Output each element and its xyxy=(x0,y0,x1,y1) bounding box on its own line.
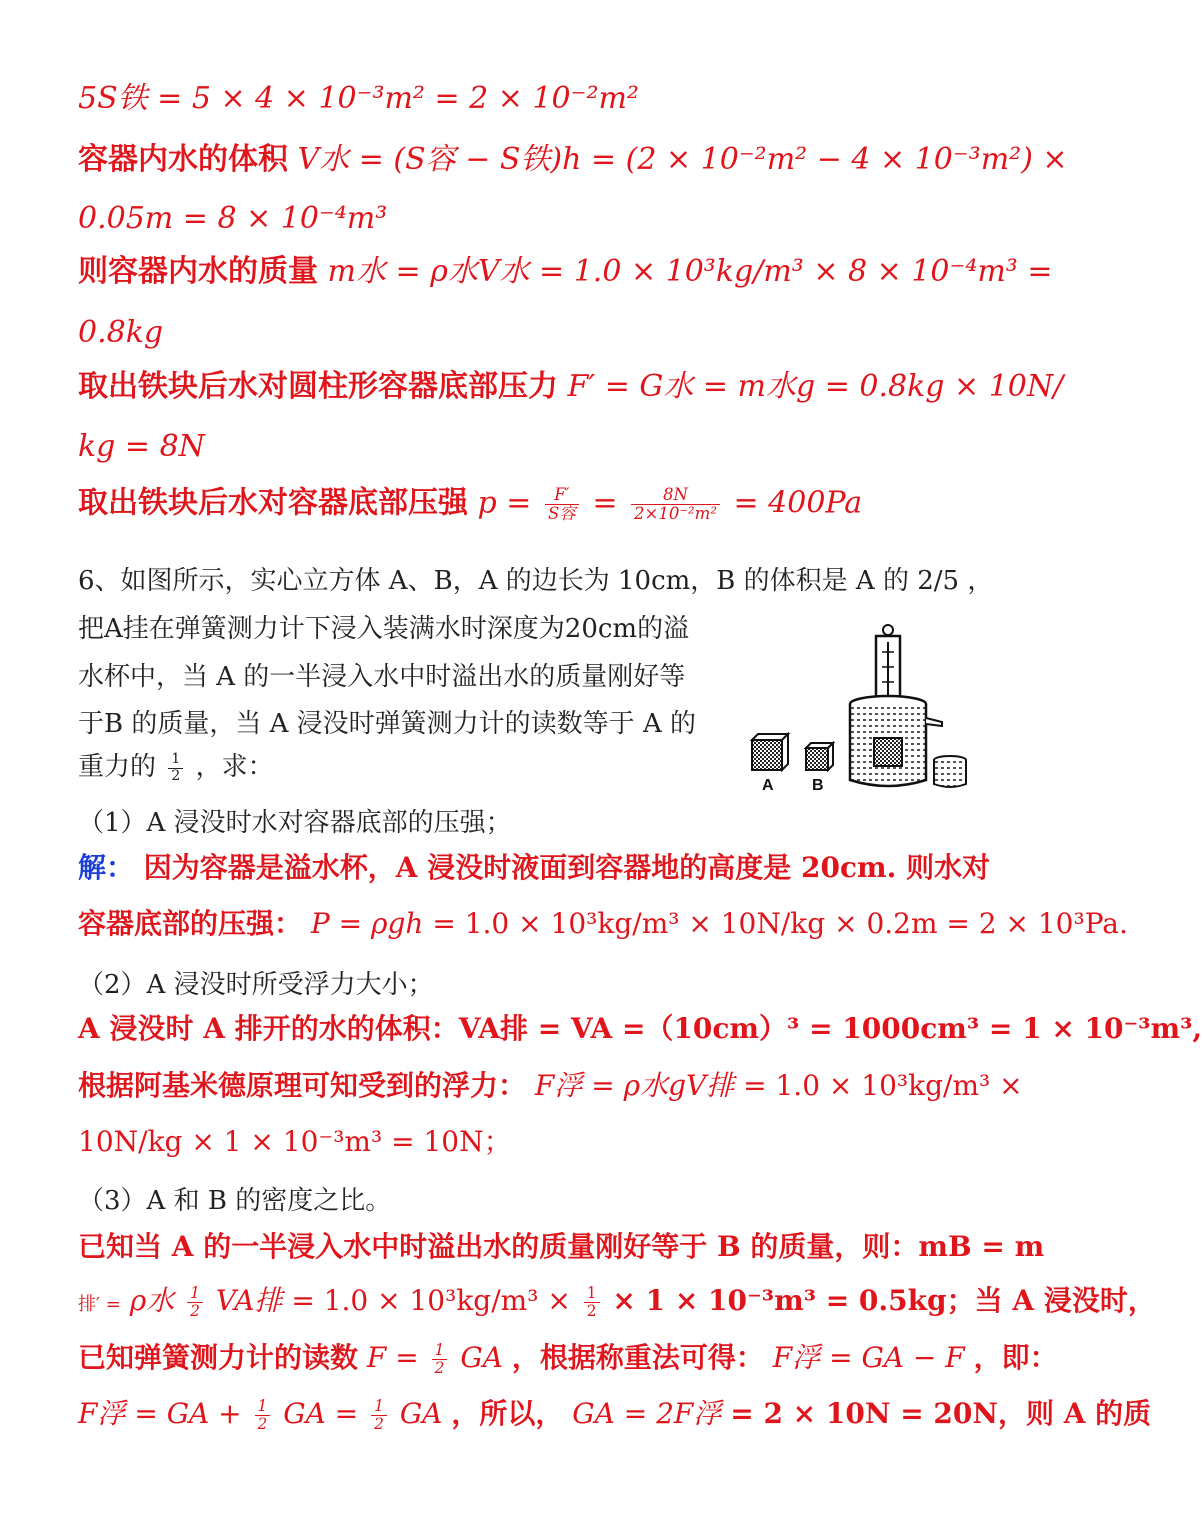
formula-mass-b-result: × 1 × 10⁻³m³ = 0.5kg；当 A 浸没时， xyxy=(612,1283,1156,1317)
question-6-line-5 xyxy=(78,752,274,784)
label-a: A xyxy=(762,777,774,794)
formula-ga-result: = 2 × 10N = 20N，则 A 的质 xyxy=(730,1396,1152,1430)
formula-buoyancy-sum: F浮 = GA + xyxy=(78,1396,242,1430)
solution-3-line-1: 已知当 A 的一半浸入水中时溢出水的质量刚好等于 B 的质量，则：mB = m xyxy=(78,1230,1045,1263)
fraction-numerator: 1 xyxy=(371,1398,387,1416)
fraction-numerator: 1 xyxy=(168,752,183,769)
solution-1-text: 因为容器是溢水杯，A 浸没时液面到容器地的高度是 20cm. 则水对 xyxy=(143,851,991,884)
cube-a xyxy=(752,734,788,770)
fraction-denominator: 2 xyxy=(171,767,181,784)
formula-buoyancy: F浮 = ρ水gV排 xyxy=(534,1069,735,1102)
solution-2-line-2 xyxy=(78,1069,1023,1102)
fraction-half xyxy=(371,1398,387,1433)
fraction-numerator: 1 xyxy=(255,1398,271,1416)
fraction-half xyxy=(168,752,183,784)
question-6-line-4: 于B 的质量，当 A 浸没时弹簧测力计的读数等于 A 的 xyxy=(78,709,696,739)
fraction-half xyxy=(432,1342,448,1377)
formula-ga-double: GA = 2F浮 xyxy=(572,1396,722,1430)
formula-buoyancy-diff: F浮 = GA − F xyxy=(772,1340,965,1374)
question-6-line-2: 把A挂在弹簧测力计下浸入装满水时深度为20cm的溢 xyxy=(78,614,690,644)
overflow-cup-diagram xyxy=(742,622,982,794)
formula-f: F = xyxy=(366,1340,419,1374)
solution-3-line-3 xyxy=(78,1342,1058,1377)
label-b: B xyxy=(812,777,824,794)
formula-iron-area: 5S铁 = 5 × 4 × 10⁻³m² = 2 × 10⁻²m² xyxy=(78,81,639,116)
fraction-values xyxy=(631,486,720,523)
subscript-pai: 排′ = xyxy=(78,1293,121,1315)
fraction-numerator: 1 xyxy=(584,1285,600,1303)
formula-buoyancy-value: = 1.0 × 10³kg/m³ × xyxy=(743,1069,1023,1102)
label-water-volume: 容器内水的体积 xyxy=(78,142,288,177)
label-bottom-pressure: 容器底部的压强： xyxy=(78,907,303,940)
fraction-half xyxy=(187,1285,203,1320)
formula-pressure: P = ρgh xyxy=(310,907,424,940)
formula-pressure-force: F′ = G水 = m水g = 0.8kg × 10N/ xyxy=(567,369,1064,404)
question-6-line-3: 水杯中，当 A 的一半浸入水中时溢出水的质量刚好等 xyxy=(78,662,686,692)
solution-2-line-3: 10N/kg × 1 × 10⁻³m³ = 10N； xyxy=(78,1125,512,1158)
equals-sign: = xyxy=(592,485,618,521)
label-pressure-force: 取出铁块后水对圆柱形容器底部压力 xyxy=(78,369,558,404)
fraction-half xyxy=(255,1398,271,1433)
fraction-numerator: 8N xyxy=(631,486,720,505)
formula-water-mass-result: 0.8kg xyxy=(78,315,164,350)
question-6-line-1: 6、如图所示，实心立方体 A、B，A 的边长为 10cm，B 的体积是 A 的 2/5 ， xyxy=(78,566,994,596)
formula-water-mass-line xyxy=(78,254,1053,289)
formula-ga: GA xyxy=(460,1340,503,1374)
formula-pressure-p: p = xyxy=(477,485,532,521)
text-weighing-method: ，根据称重法可得： xyxy=(511,1340,764,1374)
formula-mass-b-value: = 1.0 × 10³kg/m³ × xyxy=(291,1283,571,1317)
formula-water-volume-result: 0.05m = 8 × 10⁻⁴m³ xyxy=(78,201,388,236)
formula-pressure-force-line xyxy=(78,369,1064,404)
formula-water-volume-line xyxy=(78,142,1068,177)
fraction-denominator: 2 xyxy=(586,1301,597,1320)
question-6-text-end: ，求： xyxy=(195,752,274,783)
text-that-is: ，即： xyxy=(973,1340,1058,1374)
fraction-denominator: 2 xyxy=(190,1301,200,1320)
fraction-denominator: 2 xyxy=(374,1414,384,1433)
formula-rho-water: ρ水 xyxy=(129,1283,175,1317)
formula-pressure-force-result: kg = 8N xyxy=(78,429,205,464)
label-water-mass: 则容器内水的质量 xyxy=(78,254,318,289)
cube-b xyxy=(806,743,833,770)
sub-question-2: （2）A 浸没时所受浮力大小； xyxy=(78,970,434,1000)
question-6-text: 重力的 xyxy=(78,752,157,783)
formula-pressure-line xyxy=(78,486,862,523)
fraction-denominator: 2×10⁻²m² xyxy=(634,504,717,524)
label-buoyancy: 根据阿基米德原理可知受到的浮力： xyxy=(78,1069,527,1102)
beaker xyxy=(934,756,966,787)
label-pressure: 取出铁块后水对容器底部压强 xyxy=(78,485,468,521)
solution-label: 解： xyxy=(78,851,135,884)
formula-ga-end: GA xyxy=(399,1396,443,1430)
formula-pressure-result: = 400Pa xyxy=(733,485,863,521)
solution-1-line-1 xyxy=(78,851,991,884)
fraction-denominator: 2 xyxy=(434,1358,445,1377)
formula-ga-equals: GA = xyxy=(283,1396,359,1430)
solution-3-line-2 xyxy=(78,1285,1156,1320)
formula-water-mass: m水 = ρ水V水 = 1.0 × 10³kg/m³ × 8 × 10⁻⁴m³ = xyxy=(327,254,1053,289)
solution-2-line-1: A 浸没时 A 排开的水的体积：VA排 = VA =（10cm）³ = 1000cm³ = 1 × 10⁻³m³, xyxy=(78,1012,1202,1045)
experiment-figure xyxy=(742,622,982,794)
fraction-force-area xyxy=(545,486,579,523)
formula-water-volume: V水 = (S容 − S铁)h = (2 × 10⁻²m² − 4 × 10⁻³m²) × xyxy=(297,142,1068,177)
label-scale-reading: 已知弹簧测力计的读数 xyxy=(78,1340,359,1374)
sub-question-3: （3）A 和 B 的密度之比。 xyxy=(78,1186,392,1216)
fraction-numerator: 1 xyxy=(432,1342,448,1360)
sub-question-1: （1）A 浸没时水对容器底部的压强； xyxy=(78,808,512,838)
overflow-cup xyxy=(850,696,942,786)
formula-va-displaced: VA排 xyxy=(215,1283,283,1317)
fraction-numerator: 1 xyxy=(187,1285,203,1303)
fraction-half xyxy=(584,1285,600,1320)
fraction-numerator: F′ xyxy=(545,486,579,505)
formula-pressure-value: = 1.0 × 10³kg/m³ × 10N/kg × 0.2m = 2 × 10³Pa. xyxy=(432,907,1128,940)
fraction-denominator: S容 xyxy=(547,504,576,524)
solution-3-line-4 xyxy=(78,1398,1151,1433)
solution-1-line-2 xyxy=(78,907,1128,940)
fraction-denominator: 2 xyxy=(257,1414,268,1433)
text-therefore: ，所以， xyxy=(451,1396,564,1430)
